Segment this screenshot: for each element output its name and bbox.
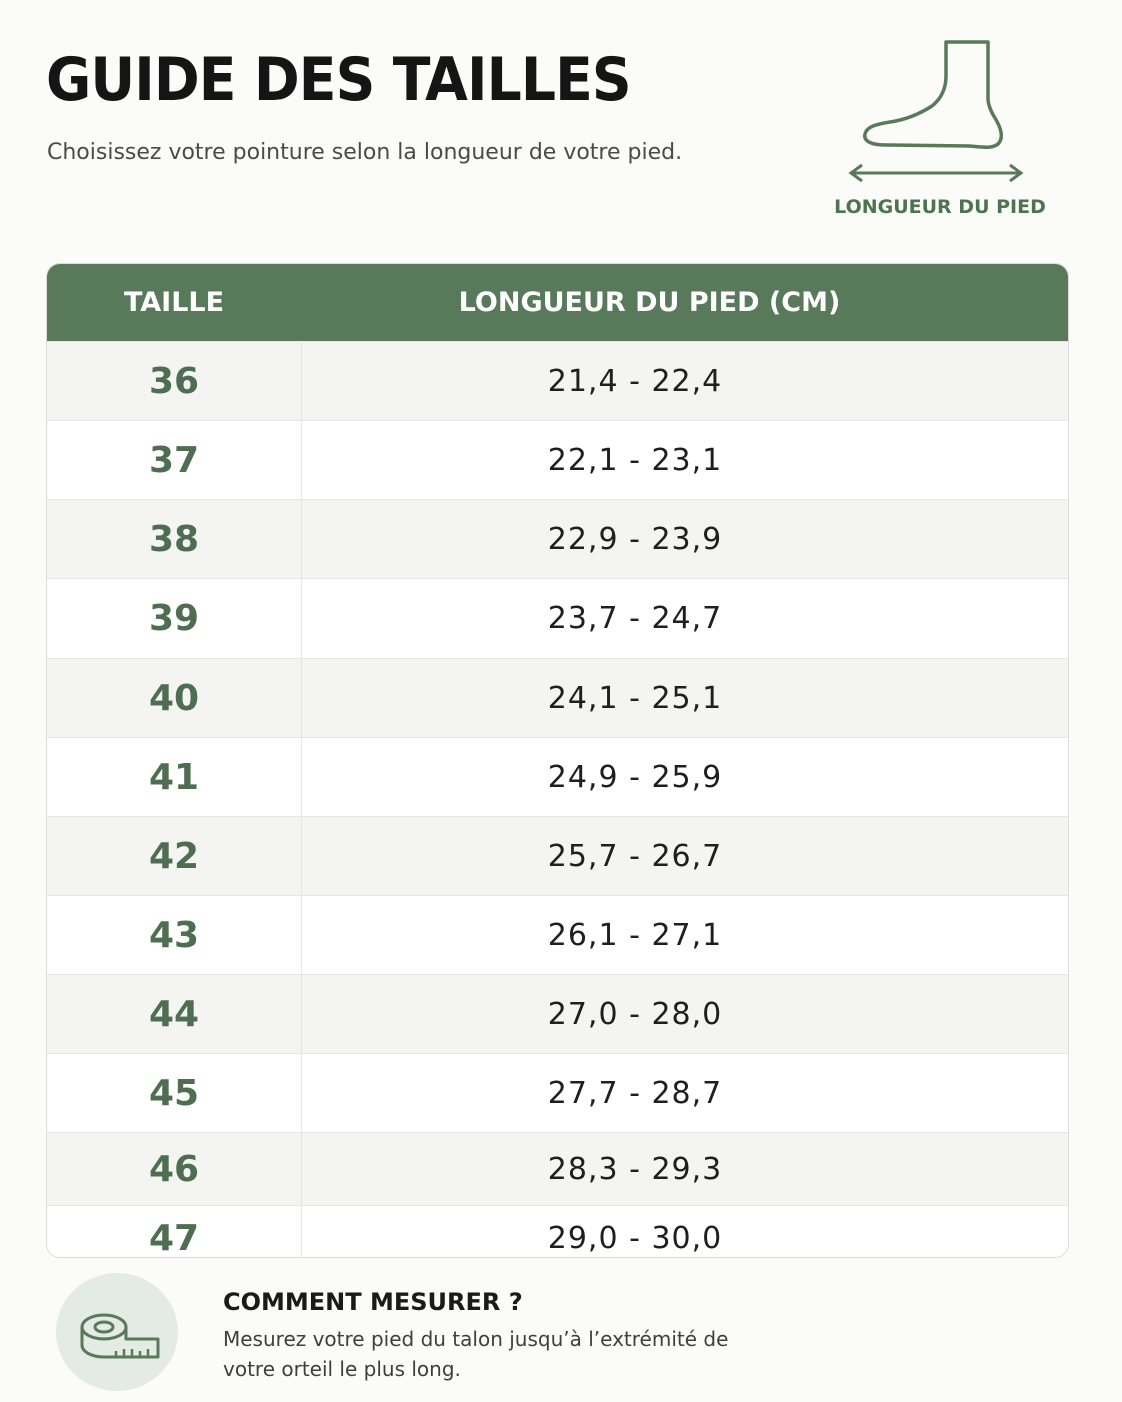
table-header bbox=[47, 264, 1068, 341]
size-cell: 43 bbox=[47, 896, 302, 974]
column-header-size: TAILLE bbox=[123, 287, 225, 318]
length-cell: 21,4 - 22,4 bbox=[547, 363, 723, 399]
length-cell: 26,1 - 27,1 bbox=[547, 917, 723, 953]
table-row bbox=[47, 578, 1068, 658]
page-title: GUIDE DES TAILLES bbox=[46, 45, 631, 115]
table-row bbox=[47, 974, 1068, 1053]
size-cell: 39 bbox=[47, 579, 302, 658]
length-cell: 22,9 - 23,9 bbox=[547, 521, 723, 557]
size-cell: 40 bbox=[47, 659, 302, 737]
size-cell: 41 bbox=[47, 738, 302, 816]
length-cell: 28,3 - 29,3 bbox=[547, 1151, 723, 1187]
foot-length-label: LONGUEUR DU PIED bbox=[834, 196, 1046, 218]
foot-icon bbox=[838, 36, 1038, 186]
table-row bbox=[47, 737, 1068, 816]
table-body bbox=[47, 341, 1068, 1258]
howto-text: Mesurez votre pied du talon jusqu’à l’extrémité de votre orteil le plus long. bbox=[223, 1327, 729, 1381]
howto-title: COMMENT MESURER ? bbox=[223, 1288, 523, 1316]
length-cell: 29,0 - 30,0 bbox=[547, 1220, 723, 1256]
size-table bbox=[46, 263, 1069, 1258]
length-cell: 22,1 - 23,1 bbox=[547, 442, 723, 478]
size-cell: 45 bbox=[47, 1054, 302, 1132]
table-row bbox=[47, 420, 1068, 499]
page-subtitle: Choisissez votre pointure selon la longueur de votre pied. bbox=[47, 140, 683, 165]
size-cell: 37 bbox=[47, 421, 302, 499]
size-cell: 36 bbox=[47, 342, 302, 420]
table-row bbox=[47, 1132, 1068, 1205]
table-row bbox=[47, 816, 1068, 895]
size-cell: 46 bbox=[47, 1133, 302, 1205]
table-row bbox=[47, 1205, 1068, 1258]
size-cell: 44 bbox=[47, 975, 302, 1053]
table-row bbox=[47, 1053, 1068, 1132]
column-header-length: LONGUEUR DU PIED (CM) bbox=[458, 287, 841, 318]
table-row bbox=[47, 658, 1068, 737]
table-row bbox=[47, 341, 1068, 420]
size-cell: 38 bbox=[47, 500, 302, 578]
length-cell: 24,1 - 25,1 bbox=[547, 680, 723, 716]
size-cell: 47 bbox=[47, 1206, 302, 1258]
length-cell: 25,7 - 26,7 bbox=[547, 838, 723, 874]
size-cell: 42 bbox=[47, 817, 302, 895]
table-row bbox=[47, 895, 1068, 974]
table-row bbox=[47, 499, 1068, 578]
length-cell: 27,0 - 28,0 bbox=[547, 996, 723, 1032]
length-cell: 27,7 - 28,7 bbox=[547, 1075, 723, 1111]
measuring-tape-icon bbox=[56, 1273, 178, 1391]
length-cell: 23,7 - 24,7 bbox=[547, 601, 723, 636]
length-cell: 24,9 - 25,9 bbox=[547, 759, 723, 795]
